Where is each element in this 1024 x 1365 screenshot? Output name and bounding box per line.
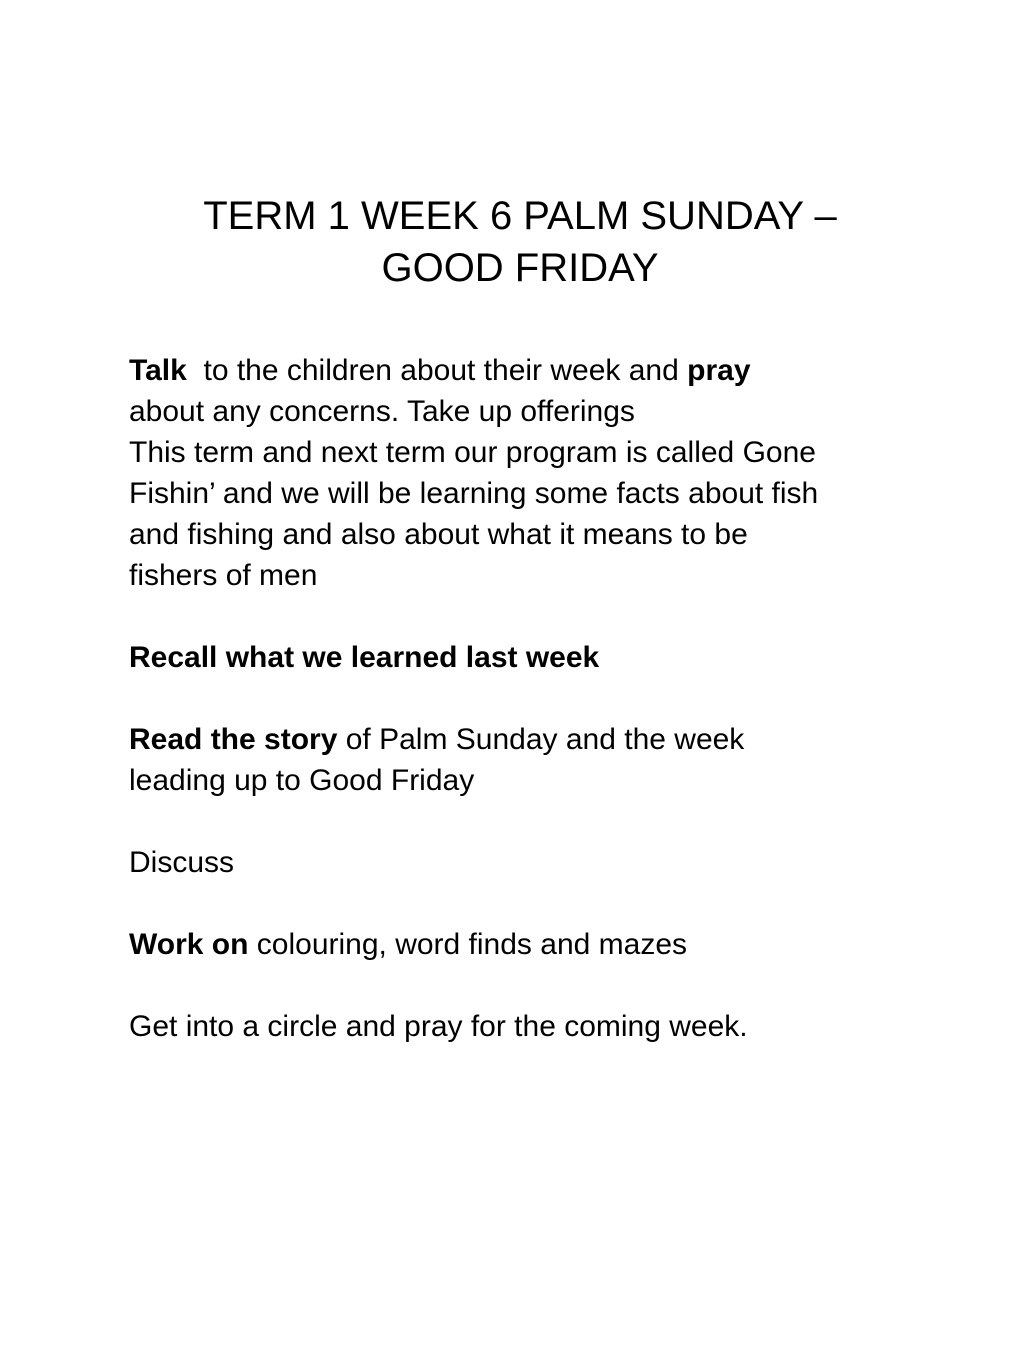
talk-line-3: This term and next term our program is called Gone	[129, 436, 816, 469]
read-line-2: leading up to Good Friday	[129, 764, 475, 797]
talk-paragraph	[129, 350, 929, 596]
talk-text: to the children about their week and	[186, 354, 688, 387]
work-line	[129, 924, 929, 965]
read-bold-label: Read the story	[129, 723, 338, 756]
title-line-1: TERM 1 WEEK 6 PALM SUNDAY –	[203, 194, 837, 238]
recall-paragraph	[129, 637, 929, 678]
closing-text: Get into a circle and pray for the coming week.	[129, 1010, 748, 1043]
spacer	[129, 965, 929, 1006]
talk-line-5: and fishing and also about what it means to be	[129, 518, 748, 551]
closing-paragraph	[129, 1006, 929, 1047]
talk-bold-label: Talk	[129, 354, 187, 387]
pray-bold-label: pray	[687, 354, 751, 387]
spacer	[129, 678, 929, 719]
lesson-body	[129, 350, 929, 1047]
page-title	[100, 190, 940, 294]
spacer	[129, 596, 929, 637]
spacer	[129, 883, 929, 924]
discuss-text: Discuss	[129, 846, 235, 879]
read-text: of Palm Sunday and the week	[337, 723, 745, 756]
talk-line-2: about any concerns. Take up offerings	[129, 395, 635, 428]
discuss-paragraph	[129, 842, 929, 883]
work-text: colouring, word finds and mazes	[248, 928, 688, 961]
read-paragraph	[129, 719, 929, 801]
read-line-1	[129, 719, 929, 760]
talk-line-4: Fishin’ and we will be learning some facts about fish	[129, 477, 819, 510]
spacer	[129, 801, 929, 842]
recall-bold-text: Recall what we learned last week	[129, 641, 600, 674]
title-line-2: GOOD FRIDAY	[381, 246, 659, 290]
talk-line-6: fishers of men	[129, 559, 318, 592]
work-bold-label: Work on	[129, 928, 249, 961]
talk-line-1	[129, 350, 929, 391]
work-paragraph	[129, 924, 929, 965]
